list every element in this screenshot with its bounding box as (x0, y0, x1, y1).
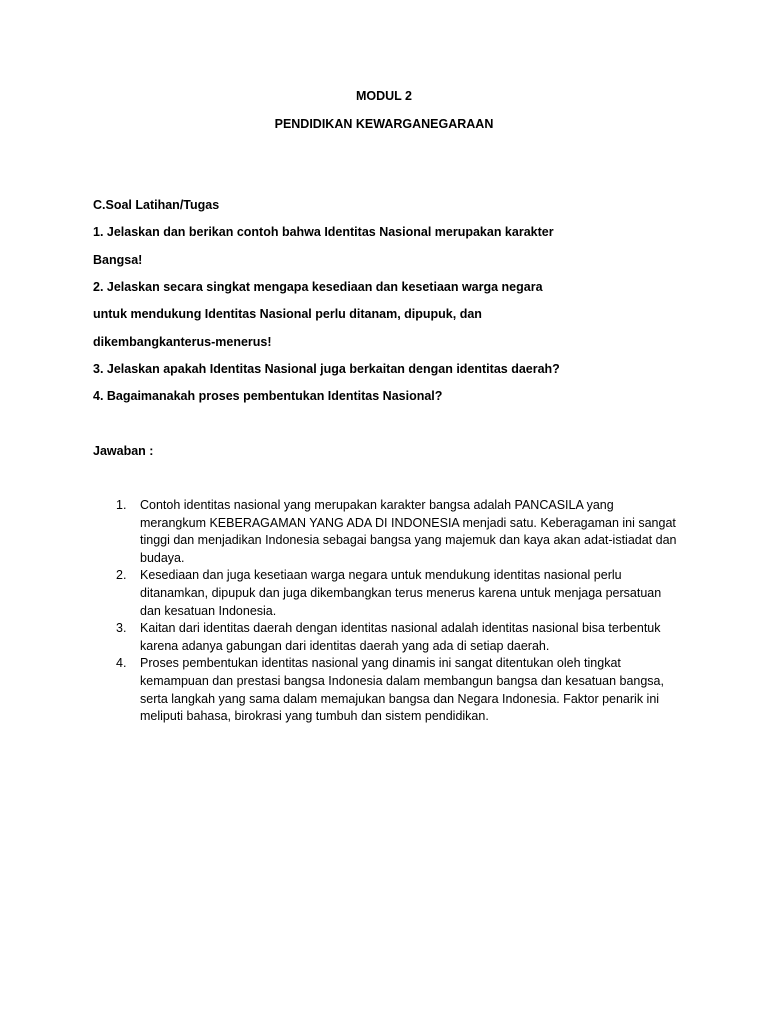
answer-item (112, 655, 682, 725)
answer-number: 4. (116, 656, 127, 671)
answer-text: Kaitan dari identitas daerah dengan identitas nasional adalah identitas nasional bisa terbentuk karena adanya gabungan dari identitas daerah yang ada di setiap daerah. (140, 621, 661, 653)
question-line: 1. Jelaskan dan berikan contoh bahwa Identitas Nasional merupakan karakter (93, 225, 554, 239)
question-line: 4. Bagaimanakah proses pembentukan Identitas Nasional? (93, 389, 443, 403)
answer-item (112, 620, 682, 655)
answer-text: Contoh identitas nasional yang merupakan karakter bangsa adalah PANCASILA yang merangkum KEBERAGAMAN YANG ADA DI INDONESIA menjadi satu. Keberagaman ini sangat tinggi dan menjadikan Indonesia sebagai bangsa yang majemuk dan kaya akan adat-istiadat dan budaya. (140, 498, 677, 565)
section-heading: C.Soal Latihan/Tugas (93, 198, 220, 212)
answer-number: 3. (116, 621, 127, 636)
question-line: Bangsa! (93, 253, 143, 267)
question-line: 3. Jelaskan apakah Identitas Nasional juga berkaitan dengan identitas daerah? (93, 362, 560, 376)
question-line: untuk mendukung Identitas Nasional perlu ditanam, dipupuk, dan (93, 307, 482, 321)
subject-title: PENDIDIKAN KEWARGANEGARAAN (274, 117, 494, 131)
question-line: 2. Jelaskan secara singkat mengapa kesediaan dan kesetiaan warga negara (93, 280, 543, 294)
answer-item (112, 497, 682, 567)
question-line: dikembangkanterus-menerus! (93, 335, 272, 349)
answer-number: 2. (116, 568, 127, 583)
answer-label: Jawaban : (93, 444, 154, 458)
module-title: MODUL 2 (355, 89, 413, 103)
answer-text: Kesediaan dan juga kesetiaan warga negara untuk mendukung identitas nasional perlu ditanamkan, dipupuk dan juga dikembangkan terus menerus karena untuk menjaga persatuan dan kesatuan Indonesia. (140, 568, 662, 618)
answer-number: 1. (116, 498, 127, 512)
answer-item (112, 567, 682, 620)
answer-list (112, 497, 682, 726)
answer-text: Proses pembentukan identitas nasional yang dinamis ini sangat ditentukan oleh tingkat kemampuan dan prestasi bangsa Indonesia dalam membangun bangsa dan kesatuan bangsa, serta langkah yang sama dalam memajukan bangsa dan Negara Indonesia. Faktor penarik ini meliputi bahasa, birokrasi yang tumbuh dan sistem pendidikan. (140, 656, 664, 724)
